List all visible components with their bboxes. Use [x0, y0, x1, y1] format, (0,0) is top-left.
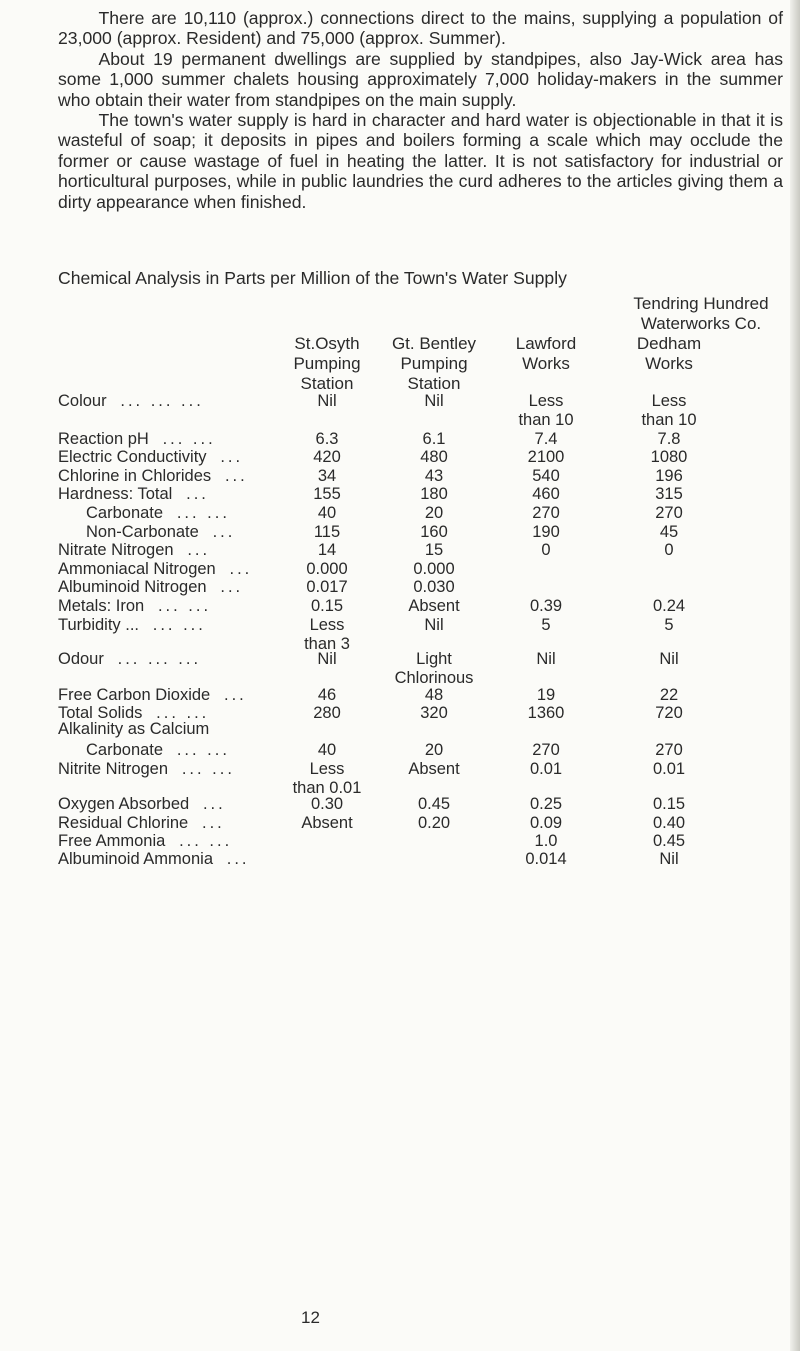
- page-edge-shadow: [790, 0, 800, 1351]
- table-cell: 6.1: [422, 430, 446, 448]
- page-number: 12: [301, 1308, 320, 1327]
- row-label-text: Metals: Iron: [58, 597, 145, 615]
- table-cell: 540: [532, 467, 560, 485]
- table-cell: 40: [317, 741, 337, 759]
- table-cell: 0.030: [413, 578, 455, 596]
- table-cell: 270: [655, 504, 683, 522]
- table-cell: Nil: [317, 392, 337, 410]
- row-label: [58, 392, 204, 411]
- row-label-text: Total Solids: [58, 704, 143, 722]
- table-cell: 0.01: [529, 760, 563, 778]
- table-cell: 1.0: [534, 832, 558, 850]
- row-label-text: Chlorine in Chlorides: [58, 467, 212, 485]
- table-cell: than 10: [641, 411, 697, 429]
- row-label: [86, 504, 230, 523]
- table-cell: 5: [541, 616, 551, 634]
- table-cell: Less: [528, 392, 564, 410]
- table-cell: 0.15: [652, 795, 686, 813]
- column-header-3-line1: Lawford: [515, 334, 577, 353]
- table-cell: 15: [424, 541, 444, 559]
- leader-dots: ...: [229, 560, 253, 578]
- row-label-text: Free Ammonia: [58, 832, 166, 850]
- intro-text: [58, 8, 783, 212]
- leader-dots: ...: [224, 467, 248, 485]
- table-cell: 45: [659, 523, 679, 541]
- table-cell: Nil: [659, 650, 679, 668]
- table-cell: 480: [420, 448, 448, 466]
- table-cell: Nil: [424, 392, 444, 410]
- leader-dots: ...: [212, 523, 236, 541]
- table-cell: Absent: [408, 760, 460, 778]
- table-cell: 0.15: [310, 597, 344, 615]
- leader-dots: ...: [186, 485, 209, 503]
- leader-dots: ... ...: [179, 832, 233, 850]
- table-cell: Nil: [536, 650, 556, 668]
- row-label: [58, 467, 248, 486]
- row-label-text: Reaction pH: [58, 430, 149, 448]
- leader-dots: ... ...: [152, 616, 206, 634]
- table-cell: 0.01: [652, 760, 686, 778]
- row-label: [58, 430, 216, 449]
- row-label: [58, 760, 235, 779]
- table-cell: 14: [317, 541, 337, 559]
- table-cell: 0.45: [652, 832, 686, 850]
- table-cell: 40: [317, 504, 337, 522]
- leader-dots: ...: [220, 578, 244, 596]
- table-cell: 7.4: [534, 430, 558, 448]
- table-cell: 5: [664, 616, 674, 634]
- table-cell: 0: [541, 541, 551, 559]
- table-cell: 155: [313, 485, 341, 503]
- table-cell: 180: [420, 485, 448, 503]
- row-label: [86, 741, 230, 760]
- group-header-line2: Waterworks Co.: [640, 314, 762, 333]
- row-label: [58, 560, 252, 579]
- table-cell: Less: [309, 616, 345, 634]
- table-cell: 315: [655, 485, 683, 503]
- table-cell: 0.24: [652, 597, 686, 615]
- row-label-text: Ammoniacal Nitrogen: [58, 560, 216, 578]
- table-cell: 46: [317, 686, 337, 704]
- table-cell: than 0.01: [292, 779, 362, 797]
- column-header-1-line3: Station: [300, 374, 354, 393]
- table-cell: than 3: [304, 635, 350, 653]
- row-label: [86, 523, 235, 542]
- column-header-4-line1: Dedham: [636, 334, 702, 353]
- table-cell: 22: [659, 686, 679, 704]
- table-cell: 320: [420, 704, 448, 722]
- table-cell: 160: [420, 523, 448, 541]
- row-label: [58, 541, 210, 560]
- table-cell: 7.8: [657, 430, 681, 448]
- leader-dots: ... ... ...: [117, 650, 202, 668]
- column-header-2-line1: Gt. Bentley: [391, 334, 477, 353]
- table-cell: 0.30: [310, 795, 344, 813]
- row-label: [58, 616, 206, 635]
- leader-dots: ... ...: [162, 430, 216, 448]
- table-cell: 6.3: [315, 430, 339, 448]
- table-cell: 0.25: [529, 795, 563, 813]
- row-label-text: Electric Conductivity: [58, 448, 207, 466]
- row-label: [58, 578, 243, 597]
- row-label-text: Odour: [58, 650, 104, 668]
- row-label: [58, 597, 211, 616]
- row-label-text: Turbidity ...: [58, 616, 139, 634]
- table-cell: 34: [317, 467, 337, 485]
- table-cell: 0.45: [417, 795, 451, 813]
- table-cell: 0.09: [529, 814, 563, 832]
- table-cell: 196: [655, 467, 683, 485]
- group-header-line1: Tendring Hundred: [633, 294, 769, 313]
- row-label-text: Carbonate: [86, 504, 164, 522]
- column-header-2-line2: Pumping: [400, 354, 468, 373]
- table-cell: 1080: [650, 448, 688, 466]
- row-label-text: Hardness: Total: [58, 485, 173, 503]
- row-label: [58, 832, 232, 851]
- table-cell: 0.40: [652, 814, 686, 832]
- leader-dots: ... ...: [157, 597, 212, 615]
- row-label: [58, 850, 250, 869]
- row-label-text: Residual Chlorine: [58, 814, 189, 832]
- table-cell: 270: [532, 504, 560, 522]
- table-cell: Absent: [408, 597, 460, 615]
- table-cell: Nil: [317, 650, 337, 668]
- row-label-text: Oxygen Absorbed: [58, 795, 190, 813]
- table-cell: Nil: [424, 616, 444, 634]
- table-cell: 2100: [527, 448, 565, 466]
- leader-dots: ...: [224, 686, 247, 704]
- column-header-4-line2: Works: [645, 354, 693, 373]
- table-cell: 0.000: [306, 560, 348, 578]
- table-cell: 270: [532, 741, 560, 759]
- table-cell: Chlorinous: [394, 669, 474, 687]
- table-cell: Light: [416, 650, 452, 668]
- table-cell: Less: [309, 760, 345, 778]
- leader-dots: ...: [226, 850, 250, 868]
- row-label: [58, 686, 247, 705]
- leader-dots: ...: [220, 448, 244, 466]
- table-cell: 0: [664, 541, 674, 559]
- column-header-3-line2: Works: [522, 354, 570, 373]
- paragraph-hardness: The town's water supply is hard in character and hard water is objectionable in that it is wasteful of soap; it deposits in pipes and boilers forming a scale which may occlude the former or cause wastage of fuel in heating the latter. It is not satisfactory for industrial or horticultural purposes, while in public laundries the curd adheres to the articles giving them a dirty appearance when finished.: [58, 110, 783, 212]
- table-cell: 43: [424, 467, 444, 485]
- column-header-2-line3: Station: [407, 374, 461, 393]
- table-cell: 460: [532, 485, 560, 503]
- row-label-text: Albuminoid Ammonia: [58, 850, 213, 868]
- leader-dots: ...: [187, 541, 211, 559]
- table-cell: 0.39: [529, 597, 563, 615]
- table-cell: 19: [536, 686, 556, 704]
- table-cell: 20: [424, 504, 444, 522]
- column-header-1-line2: Pumping: [293, 354, 361, 373]
- table-cell: Nil: [659, 850, 679, 868]
- table-cell: 420: [313, 448, 341, 466]
- table-cell: 115: [313, 523, 341, 541]
- row-label-text: Carbonate: [86, 741, 164, 759]
- leader-dots: ... ...: [176, 504, 230, 522]
- table-cell: 0.000: [413, 560, 455, 578]
- table-cell: 270: [655, 741, 683, 759]
- row-label-text: Nitrate Nitrogen: [58, 541, 174, 559]
- table-cell: Absent: [301, 814, 353, 832]
- paragraph-connections: There are 10,110 (approx.) connections direct to the mains, supplying a population of 23,000 (approx. Resident) and 75,000 (approx. Summer).: [58, 8, 783, 49]
- leader-dots: ... ...: [181, 760, 235, 778]
- table-cell: 720: [655, 704, 683, 722]
- row-label-text: Non-Carbonate: [86, 523, 199, 541]
- table-cell: than 10: [518, 411, 574, 429]
- row-label-text: Nitrite Nitrogen: [58, 760, 169, 778]
- row-label-text: Colour: [58, 392, 107, 410]
- leader-dots: ... ... ...: [120, 392, 204, 410]
- leader-dots: ...: [202, 795, 226, 813]
- row-label-text: Free Carbon Dioxide: [58, 686, 211, 704]
- leader-dots: ... ...: [176, 741, 230, 759]
- column-header-1-line1: St.Osyth: [294, 334, 360, 353]
- row-label: [58, 814, 225, 833]
- paragraph-standpipes: About 19 permanent dwellings are supplied by standpipes, also Jay-Wick area has some 1,000 summer chalets housing approximately 7,000 holiday-makers in the summer who obtain their water from standpipes on the main supply.: [58, 48, 783, 110]
- table-cell: 280: [313, 704, 341, 722]
- table-cell: 20: [424, 741, 444, 759]
- row-label: [58, 795, 226, 814]
- row-label: [58, 720, 223, 739]
- row-label: [58, 650, 201, 669]
- leader-dots: ... ...: [156, 704, 210, 722]
- table-cell: 1360: [527, 704, 565, 722]
- table-cell: Less: [651, 392, 687, 410]
- table-cell: 48: [424, 686, 444, 704]
- row-label: [58, 485, 209, 504]
- table-cell: 0.20: [417, 814, 451, 832]
- table-cell: 190: [532, 523, 560, 541]
- table-cell: 0.014: [525, 850, 567, 868]
- row-label-text: Alkalinity as Calcium: [58, 720, 210, 738]
- table-cell: 0.017: [306, 578, 348, 596]
- row-label-text: Albuminoid Nitrogen: [58, 578, 207, 596]
- row-label: [58, 448, 243, 467]
- leader-dots: ...: [202, 814, 225, 832]
- table-title: Chemical Analysis in Parts per Million of the Town's Water Supply: [58, 268, 567, 288]
